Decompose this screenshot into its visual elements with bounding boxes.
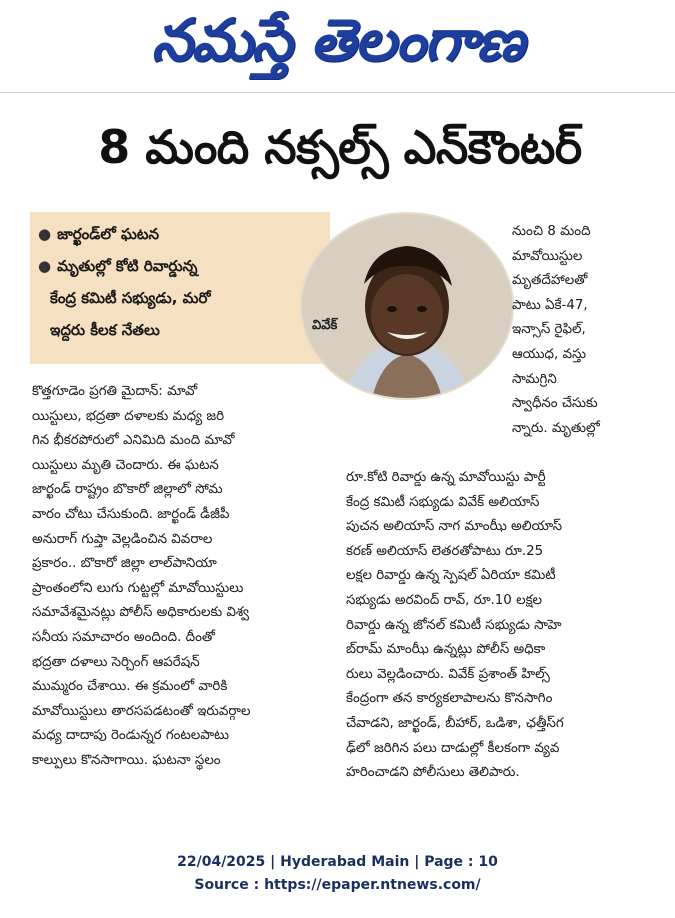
right-narrow-column	[512, 220, 660, 441]
text-line: మావోయిస్టుల	[512, 248, 583, 264]
highlights-box	[30, 212, 330, 364]
highlight-item	[38, 252, 328, 280]
masthead-divider	[0, 92, 675, 93]
text-line: లక్షల రివార్డు ఉన్న స్పెషల్ ఏరియా కమిటీ	[346, 568, 556, 584]
photo-caption: వివేక్	[312, 318, 338, 333]
text-line: రూ.కోటి రివార్డు ఉన్న మావోయిస్టు పార్టీ	[346, 470, 546, 485]
text-line: కరణ్ అలియాస్ లెతరతోపాటు రూ.25	[346, 543, 544, 559]
text-line: ఢ్‌లో జరిగిన పలు దాడుల్లో కీలకంగా వ్యవ	[346, 740, 560, 756]
text-line: ప్రకారం.. బొకారో జిల్లా లాల్‌పానియా	[32, 556, 217, 572]
highlight-text: ఇద్దరు కీలక నేతలు	[50, 321, 160, 339]
portrait-photo	[300, 212, 514, 400]
portrait-illustration	[302, 214, 512, 398]
text-line: ప్రాంతంలోని లుగు గుట్టల్లో మావోయిస్టులు	[32, 580, 244, 596]
text-line: సమావేశమైనట్లు పోలీస్ అధికారులకు విశ్వ	[32, 605, 250, 621]
text-line: ఇన్సాస్ రైఫిల్,	[512, 322, 586, 338]
text-line: చేవాడని, జార్ఖండ్, బీహార్, ఒడిశా, ఛత్తీస్‌గ	[346, 715, 564, 731]
bullet-icon: ●	[38, 225, 52, 243]
bullet-icon: ●	[38, 257, 52, 275]
text-line: ముమ్మరం చేశాయి. ఈ క్రమంలో వారికి	[32, 679, 228, 695]
text-line: అనురాగ్ గుప్తా వెల్లడించిన వివరాల	[32, 531, 213, 547]
text-line: రులు వెల్లడించారు. వివేక్ ప్రశాంత్ హిల్స్	[346, 666, 550, 682]
text-line: బ్‌రామ్ మాంఝీ ఉన్నట్లు పోలీస్ అధికా	[346, 642, 546, 658]
text-line: సభ్యుడు అరవింద్ రావ్, రూ.10 లక్షల	[346, 592, 543, 608]
text-line: వారం చోటు చేసుకుంది. జార్ఖండ్ డీజీపీ	[32, 506, 230, 522]
text-line: ఆయుధ, వస్తు	[512, 346, 587, 362]
text-line: యిస్టులు, భద్రతా దళాలకు మధ్య జరి	[32, 408, 225, 424]
text-line: కేంద్ర కమిటీ సభ్యుడు వివేక్ అలియాస్	[346, 494, 540, 510]
highlight-text: మృతుల్లో కోటి రివార్డున్న	[57, 257, 198, 275]
text-line: పాటు ఏకే-47,	[512, 297, 588, 313]
text-line: సనీయ సమాచారం అందింది. దీంతో	[32, 629, 215, 645]
text-line: మధ్య దాదాపు రెండున్నర గంటలపాటు	[32, 728, 230, 744]
text-line: కేంద్రంగా తన కార్యకలాపాలను కొనసాగిం	[346, 691, 553, 707]
text-line: గిన భీకరపోరులో ఎనిమిది మంది మావో	[32, 433, 235, 449]
headline: 8 మంది నక్సల్స్ ఎన్‌కౌంటర్	[98, 120, 582, 174]
text-line: యిస్టులు మృతి చెందారు. ఈ ఘటన	[32, 457, 219, 473]
highlight-item	[38, 220, 328, 248]
text-line: న్నారు. మృతుల్లో	[512, 420, 600, 436]
text-line: స్వాధీనం చేసుకు	[512, 396, 598, 412]
text-line: మృతదేహాలతో	[512, 273, 588, 289]
highlight-text: జార్ఖండ్‌లో ఘటన	[57, 225, 160, 243]
text-line: కొత్తగూడెం ప్రగతి మైదాన్: మావో	[32, 384, 198, 399]
text-line: సామగ్రిని	[512, 371, 557, 387]
footer-date-edition: 22/04/2025 | Hyderabad Main | Page : 10	[177, 854, 498, 870]
text-line: మావోయిస్టులు తారసపడటంతో ఇరువర్గాల	[32, 703, 251, 719]
masthead-title: నమస్తే తెలంగాణ	[151, 6, 524, 74]
highlight-text: కేంద్ర కమిటీ సభ్యుడు, మరో	[50, 289, 211, 307]
text-line: పుచన అలియాస్ నాగ మాంఝీ అలియాస్	[346, 519, 563, 535]
text-line: రివార్డు ఉన్న జోనల్ కమిటీ సభ్యుడు సాహె	[346, 617, 562, 633]
footer-source: Source : https://epaper.ntnews.com/	[194, 877, 481, 893]
text-line: నుంచి 8 మంది	[512, 224, 591, 239]
text-line: భద్రతా దళాలు సెర్చింగ్ ఆపరేషన్	[32, 654, 200, 670]
text-line: కాల్పులు కొనసాగాయి. ఘటనా స్థలం	[32, 752, 221, 768]
right-column	[346, 466, 660, 786]
text-line: జార్ఖండ్ రాష్ట్రం బొకారో జిల్లాలో సోమ	[32, 482, 223, 498]
left-column	[32, 380, 338, 774]
text-line: హరించాడని పోలీసులు తెలిపారు.	[346, 765, 520, 781]
